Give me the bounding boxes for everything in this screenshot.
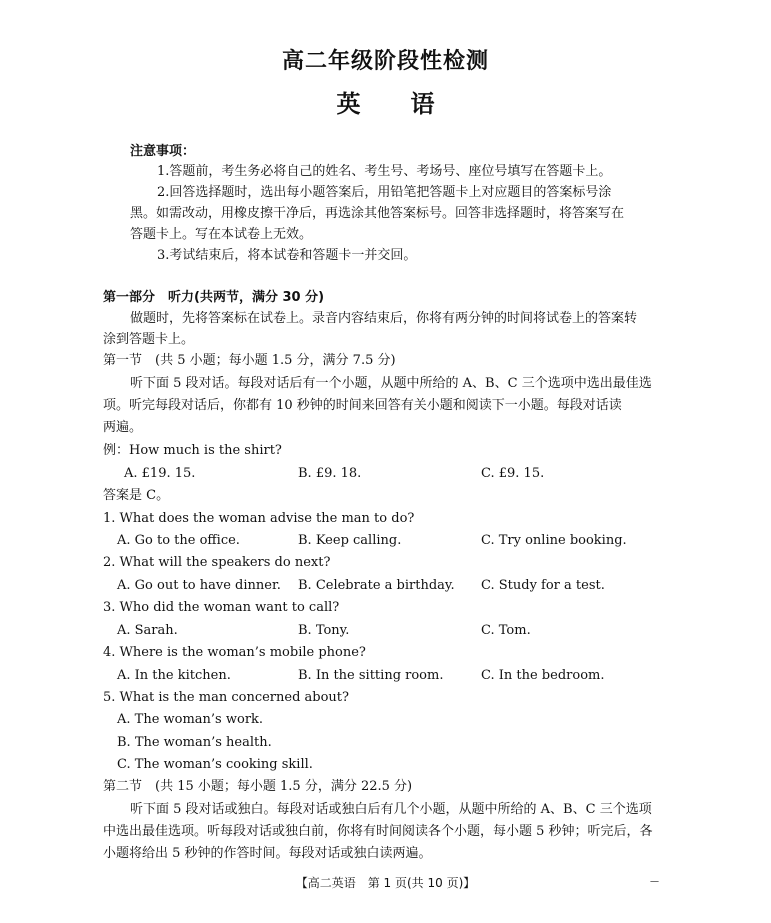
section2-intro: 听下面 5 段对话或独白。每段对话或独白后有几个小题，从题中所给的 A、B、C 三个选项 <box>130 802 652 817</box>
question-4-option-b: B. In the sitting room. <box>298 668 444 683</box>
section1-intro: 两遍。 <box>103 420 143 435</box>
question-2-option-a: A. Go out to have dinner. <box>117 578 281 593</box>
question-3: 3. Who did the woman want to call? <box>103 600 340 615</box>
question-3-option-c: C. Tom. <box>481 623 531 638</box>
section2-intro: 小题将给出 5 秒钟的作答时间。每段对话或独白读两遍。 <box>103 846 432 861</box>
part1-heading: 第一部分 听力(共两节，满分 30 分) <box>103 290 325 305</box>
example-question: 例：How much is the shirt? <box>103 443 282 458</box>
example-option-c: C. £9. 15. <box>481 466 545 481</box>
question-1-option-a: A. Go to the office. <box>117 533 240 548</box>
corner-mark: — <box>650 877 659 887</box>
section1-heading: 第一节 (共 5 小题；每小题 1.5 分，满分 7.5 分) <box>103 353 396 368</box>
notice-line: 1.答题前，考生务必将自己的姓名、考生号、考场号、座位号填写在答题卡上。 <box>157 164 612 179</box>
question-5: 5. What is the man concerned about? <box>103 690 349 705</box>
part1-intro: 做题时，先将答案标在试卷上。录音内容结束后，你将有两分钟的时间将试卷上的答案转 <box>130 311 638 326</box>
example-answer: 答案是 C。 <box>103 488 170 503</box>
section2-intro: 中选出最佳选项。听每段对话或独白前，你将有时间阅读各个小题，每小题 5 秒钟；听完后，各 <box>103 824 653 839</box>
notice-heading: 注意事项： <box>130 144 196 159</box>
question-5-option-c: C. The woman’s cooking skill. <box>117 757 313 772</box>
question-2-option-c: C. Study for a test. <box>481 578 605 593</box>
question-1: 1. What does the woman advise the man to do? <box>103 511 415 526</box>
notice-line: 2.回答选择题时，选出每小题答案后，用铅笔把答题卡上对应题目的答案标号涂 <box>157 185 612 200</box>
notice-line: 3.考试结束后，将本试卷和答题卡一并交回。 <box>157 248 417 263</box>
notice-line: 黑。如需改动，用橡皮擦干净后，再选涂其他答案标号。回答非选择题时，将答案写在 <box>130 206 625 221</box>
question-5-option-b: B. The woman’s health. <box>117 735 272 750</box>
page-title: 高二年级阶段性检测 <box>281 49 489 74</box>
section2-heading: 第二节 (共 15 小题；每小题 1.5 分，满分 22.5 分) <box>103 779 413 794</box>
question-1-option-c: C. Try online booking. <box>481 533 627 548</box>
question-4-option-a: A. In the kitchen. <box>117 668 231 683</box>
question-2-option-b: B. Celebrate a birthday. <box>298 578 455 593</box>
question-3-option-a: A. Sarah. <box>117 623 178 638</box>
question-4-option-c: C. In the bedroom. <box>481 668 605 683</box>
subject-title: 英语 <box>336 90 485 118</box>
part1-intro: 涂到答题卡上。 <box>103 332 195 347</box>
question-1-option-b: B. Keep calling. <box>298 533 402 548</box>
question-4: 4. Where is the woman’s mobile phone? <box>103 645 366 660</box>
page-footer: 【高二英语 第 1 页(共 10 页)】 <box>295 876 476 890</box>
question-3-option-b: B. Tony. <box>298 623 350 638</box>
notice-line: 答题卡上。写在本试卷上无效。 <box>130 227 313 242</box>
question-5-option-a: A. The woman’s work. <box>117 712 264 727</box>
section1-intro: 项。听完每段对话后，你都有 10 秒钟的时间来回答有关小题和阅读下一小题。每段对话读 <box>103 398 622 413</box>
example-option-b: B. £9. 18. <box>298 466 362 481</box>
question-2: 2. What will the speakers do next? <box>103 555 331 570</box>
example-option-a: A. £19. 15. <box>124 466 196 481</box>
section1-intro: 听下面 5 段对话。每段对话后有一个小题，从题中所给的 A、B、C 三个选项中选出最佳选 <box>130 376 652 391</box>
